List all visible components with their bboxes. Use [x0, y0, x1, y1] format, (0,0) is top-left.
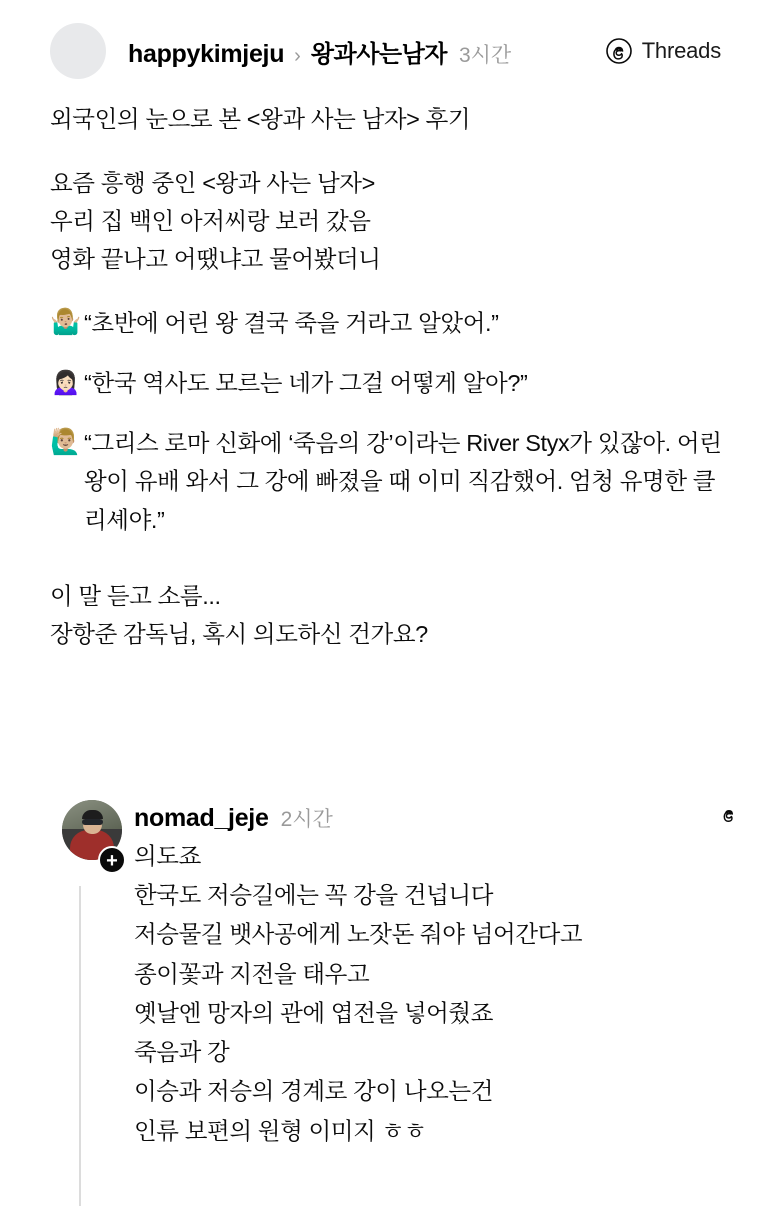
reply-line: 의도죠 — [134, 843, 201, 869]
reply-inner — [50, 800, 745, 1151]
quote-item — [50, 424, 737, 538]
reply-avatar-column — [50, 800, 134, 872]
post-intro-line: 영화 끝나고 어땠냐고 물어봤더니 — [50, 246, 381, 273]
man-raising-hand-emoji: 🙋🏼‍♂️ — [50, 428, 81, 457]
reply-line: 저승물길 뱃사공에게 노잣돈 줘야 넘어간다고 — [134, 921, 583, 948]
threads-logo-icon[interactable] — [717, 802, 745, 831]
reply-line: 이승과 저승의 경계로 강이 나오는건 — [134, 1078, 494, 1105]
quote-item — [50, 304, 737, 342]
post-header — [0, 0, 773, 78]
reply-line: 죽음과 강 — [134, 1039, 230, 1066]
reply-line: 옛날엔 망자의 관에 엽전을 넣어줬죠 — [134, 999, 494, 1026]
post-header-text — [128, 34, 606, 69]
post-username[interactable]: happykimjeju — [128, 39, 285, 68]
reply-line: 인류 보편의 원형 이미지 ㅎㅎ — [134, 1117, 427, 1144]
reply-line: 한국도 저승길에는 꼭 강을 건넙니다 — [134, 882, 494, 909]
follow-plus-button[interactable]: + — [98, 846, 126, 874]
post-intro-line: 요즘 흥행 중인 <왕과 사는 남자> — [50, 170, 375, 197]
avatar-hair — [82, 810, 103, 819]
post-closing-line: 이 말 듣고 소름... — [50, 582, 221, 609]
sunglasses-icon — [82, 819, 103, 825]
threads-badge[interactable] — [606, 38, 745, 64]
quote-item — [50, 364, 737, 402]
reply-content — [134, 800, 745, 1151]
post-subject[interactable]: 왕과사는남자 — [310, 40, 447, 68]
avatar[interactable] — [50, 23, 106, 79]
chevron-right-icon: › — [294, 44, 301, 67]
post-closing-line: 장항준 감독님, 혹시 의도하신 건가요? — [50, 620, 428, 647]
reply-username[interactable]: nomad_jeje — [134, 804, 269, 832]
reply-timestamp: 2시간 — [280, 808, 333, 831]
post-timestamp: 3시간 — [458, 43, 512, 67]
quote-text: “한국 역사도 모르는 네가 그걸 어떻게 알아?” — [84, 370, 528, 397]
post-intro — [50, 164, 737, 278]
post-title-line: 외국인의 눈으로 본 <왕과 사는 남자> 후기 — [50, 106, 471, 132]
man-shrugging-emoji: 🤷🏼‍♂️ — [50, 308, 81, 337]
post-closing — [50, 577, 737, 653]
reply-header — [134, 802, 745, 833]
quote-text: “초반에 어린 왕 결국 죽을 거라고 알았어.” — [84, 310, 499, 337]
woman-frowning-emoji: 🙍🏻‍♀️ — [50, 368, 81, 397]
spacer — [50, 561, 737, 577]
threads-logo-icon — [606, 38, 632, 64]
reply-line: 종이꽃과 지전을 태우고 — [134, 960, 370, 987]
reply-block — [0, 800, 773, 1151]
threads-label: Threads — [641, 38, 721, 63]
post-intro-line: 우리 집 백인 아저씨랑 보러 갔음 — [50, 208, 371, 235]
thread-connector-line — [79, 886, 81, 1206]
quote-text: “그리스 로마 신화에 ‘죽음의 강’이라는 River Styx가 있잖아. 어린 왕이 유배 와서 그 강에 빠졌을 때 이미 직감했어. 엄청 유명한 클리셰야.” — [84, 430, 722, 533]
reply-body — [134, 837, 745, 1151]
post-body — [0, 78, 773, 653]
